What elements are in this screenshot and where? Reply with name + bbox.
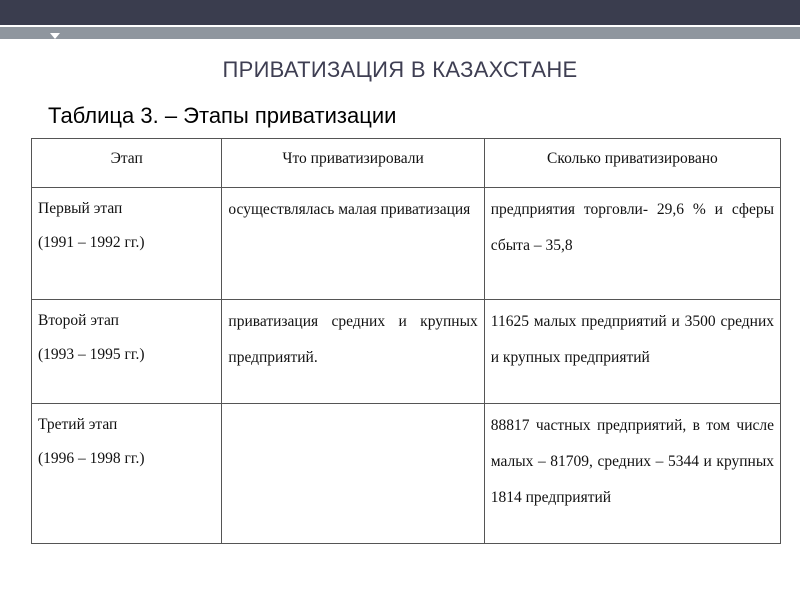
table-header-row <box>32 139 781 188</box>
top-bar <box>0 0 800 25</box>
stage-name: Третий этап <box>38 416 118 433</box>
how-much-cell: предприятия торговли- 29,6 % и сферы сбыта – 35,8 <box>484 188 780 300</box>
what-cell <box>222 404 484 544</box>
stage-cell <box>32 404 222 544</box>
column-header-stage: Этап <box>32 139 222 188</box>
table-row <box>32 188 781 300</box>
table-row <box>32 404 781 544</box>
stage-name: Первый этап <box>38 200 123 217</box>
stage-name: Второй этап <box>38 312 119 329</box>
stage-years: (1996 – 1998 гг.) <box>38 450 145 467</box>
decorative-stripe <box>0 27 800 39</box>
table-caption: Таблица 3. – Этапы приватизации <box>48 103 397 128</box>
page-title: ПРИВАТИЗАЦИЯ В КАЗАХСТАНЕ <box>222 57 578 82</box>
how-much-cell: 11625 малых предприятий и 3500 средних и крупных предприятий <box>484 300 780 404</box>
stage-years: (1993 – 1995 гг.) <box>38 346 145 363</box>
stage-cell <box>32 188 222 300</box>
column-header-how-much: Сколько приватизировано <box>484 139 780 188</box>
triangle-marker-icon <box>50 33 60 39</box>
how-much-cell: 88817 частных предприятий, в том числе малых – 81709, средних – 5344 и крупных 1814 предприятий <box>484 404 780 544</box>
privatization-table <box>31 138 781 544</box>
stage-cell <box>32 300 222 404</box>
table-row <box>32 300 781 404</box>
what-cell: осуществлялась малая приватизация <box>222 188 484 300</box>
column-header-what: Что приватизировали <box>222 139 484 188</box>
what-cell: приватизация средних и крупных предприятий. <box>222 300 484 404</box>
stage-years: (1991 – 1992 гг.) <box>38 234 145 251</box>
